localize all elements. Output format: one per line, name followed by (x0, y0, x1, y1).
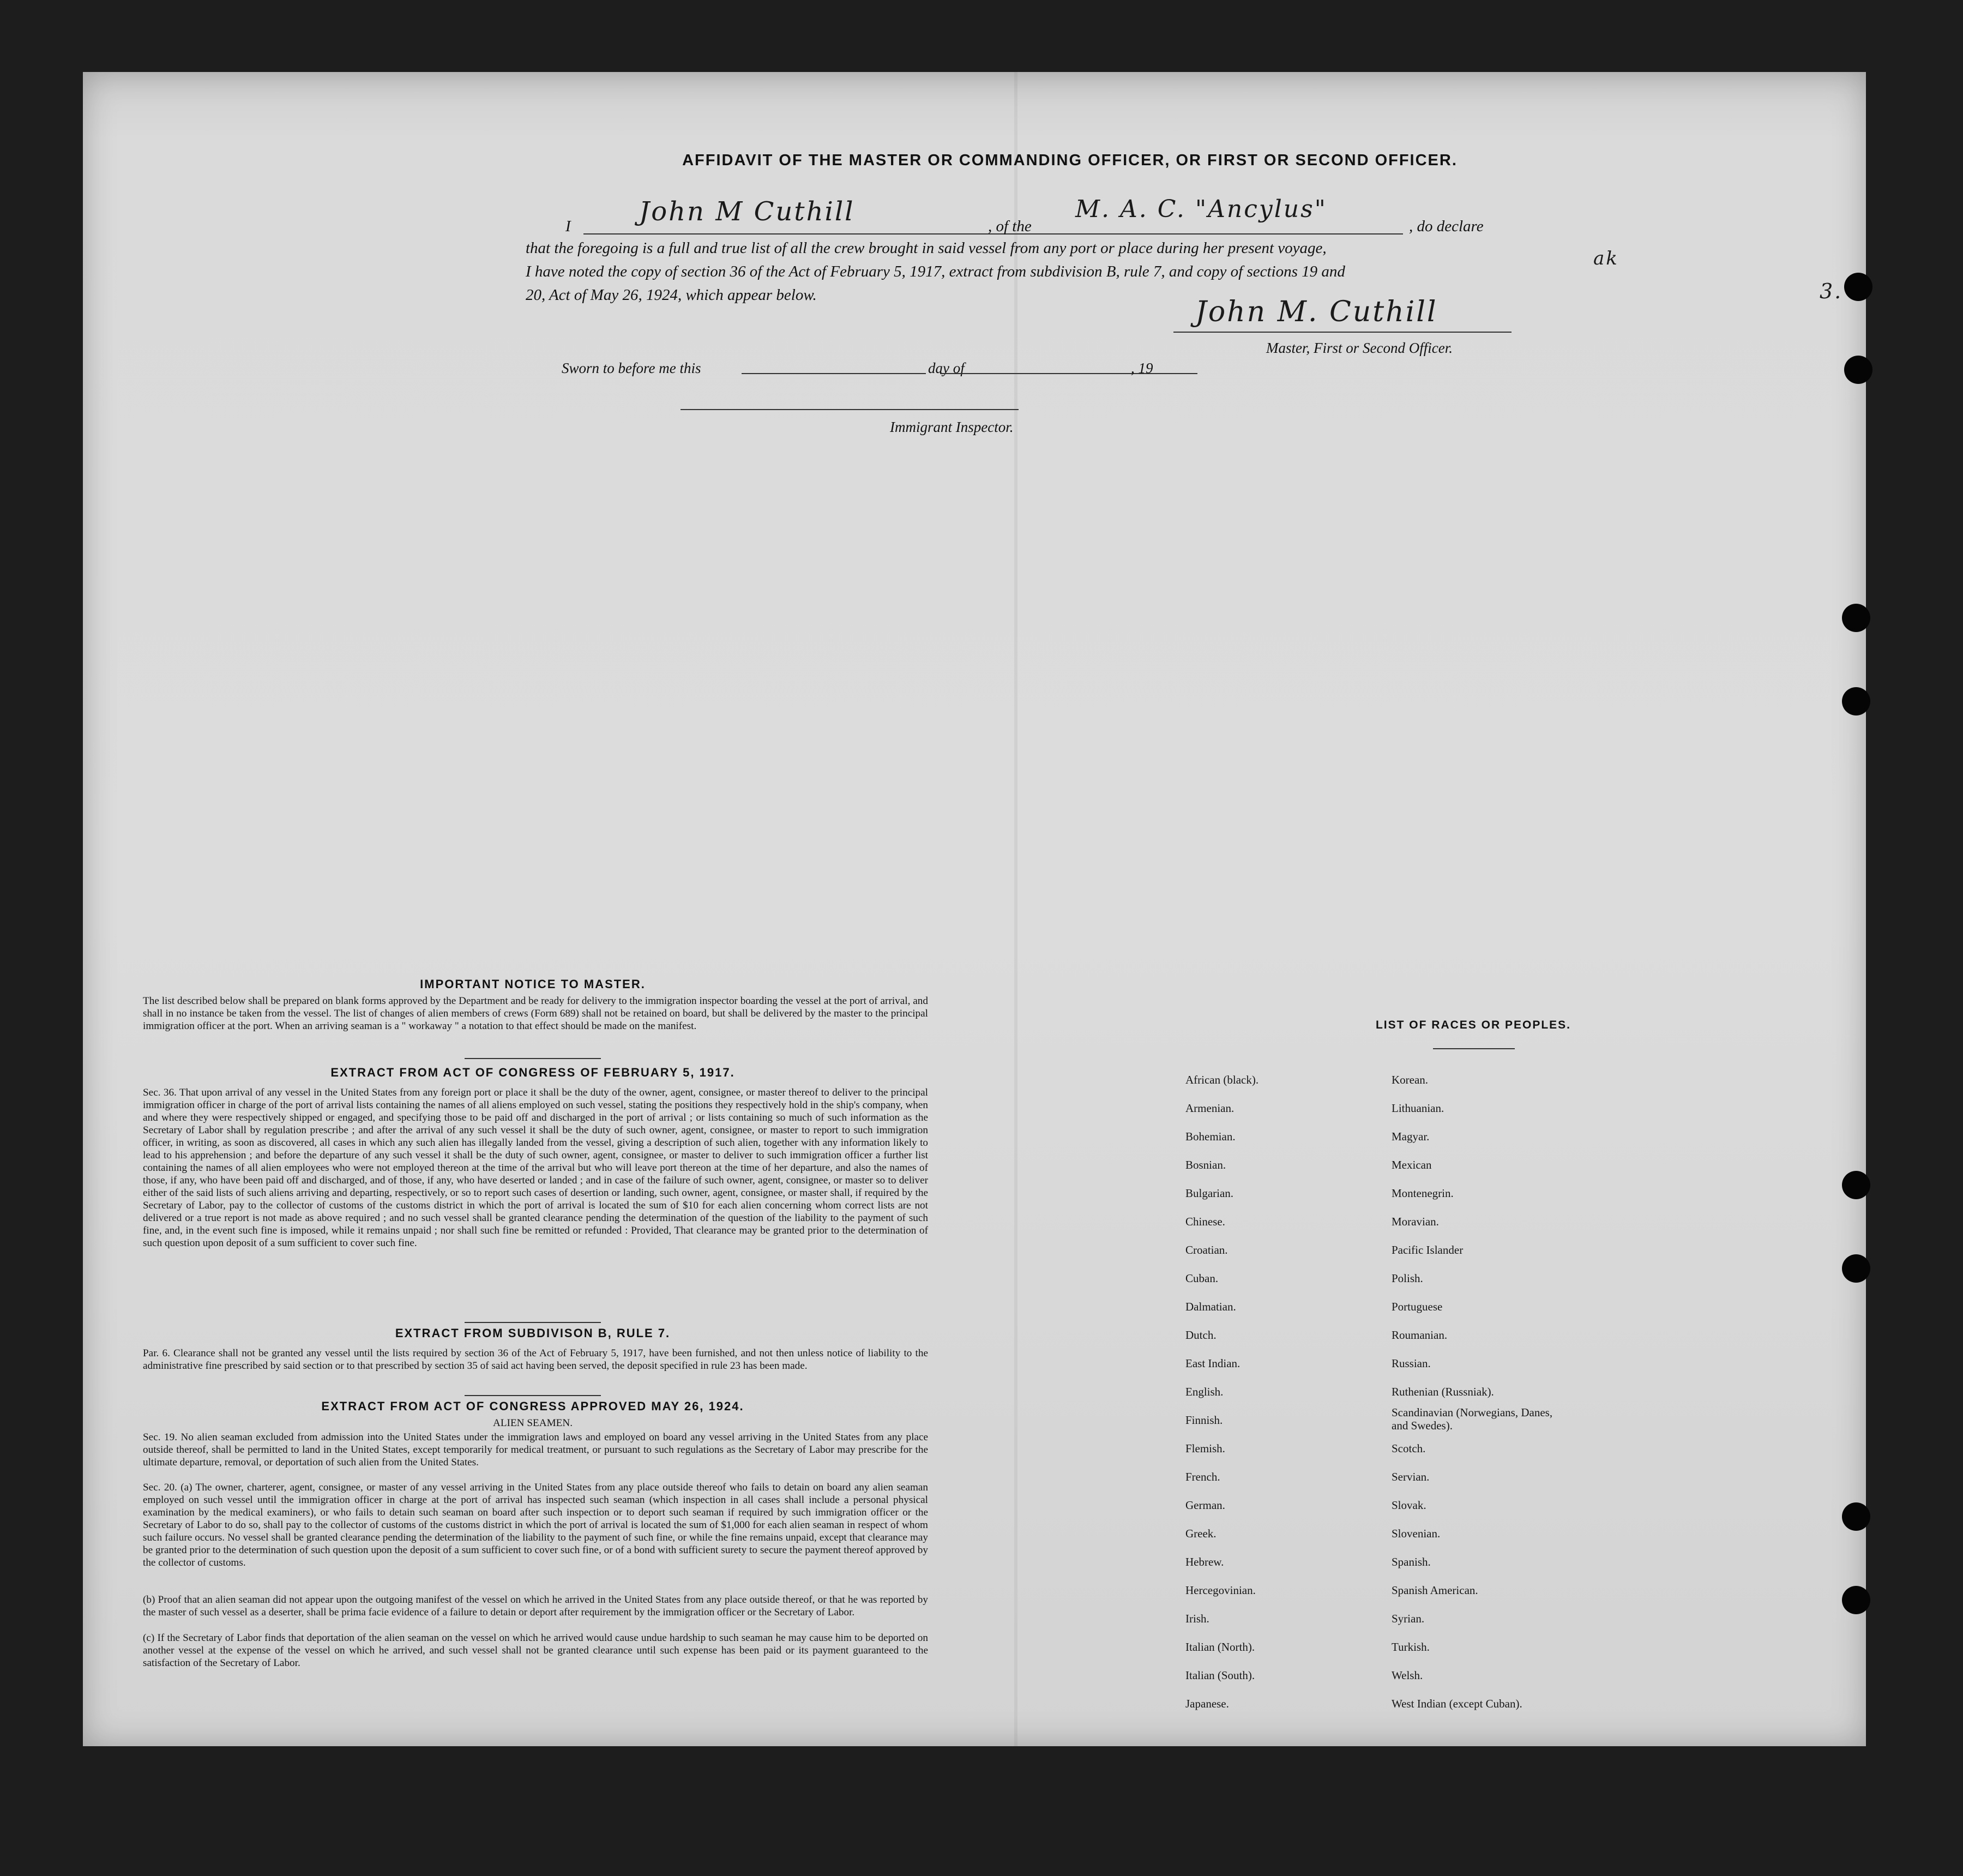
extract-1917-body: Sec. 36. That upon arrival of any vessel in the United States from any foreign port or place it shall be the duty of the owner, agent, consignee, or master thereof to deliver to the principal immigration officer in charge of the port of arrival lists containing the names of all aliens employed on such vessel, stating the positions they respectively hold in the ship's company, when and where they were respectively shipped or engaged, and specifying those to be paid off and discharged in the port of arrival ; or lists containing so much of such information as the Secretary of Labor shall by regulation prescribe ; and after the arrival of any such vessel it shall be the duty of such owner, agent, consignee, or master to report to such immigration officer, in writing, as soon as discovered, all cases in which any such alien has illegally landed from the vessel, giving a description of such alien, together with any information likely to lead to his apprehension ; and before the departure of any such vessel it shall be the duty of such owner, agent, consignee, or master to deliver to such immigration officer a further list containing the names of all alien employees who were not employed thereon at the time of the arrival but who will leave port thereon at the time of her departure, and also the names of those, if any, who have been paid off and discharged, and of those, if any, who have deserted or landed ; and in case of the failure of such owner, agent, consignee, or master so to deliver either of the said lists of such aliens arriving and departing, respectively, or so to report such cases of desertion or landing, such owner, agent, consignee, or master shall, if required by the Secretary of Labor, pay to the collector of customs of the customs district in which the port of arrival is located the sum of $10 for each alien concerning whom correct lists are not delivered or a true report is not made as above required ; and no such vessel shall be granted clearance pending the determination of the question of the liability to the payment of such fine, and, in the event such fine is imposed, while it remains unpaid ; nor shall such fine be remitted or refunded : Provided, That clearance may be granted prior to the determination of such question upon deposit of a sum sufficient to cover such fine. (143, 1087, 928, 1249)
race-item: Lithuanian. (1392, 1102, 1444, 1115)
race-item: Spanish American. (1392, 1584, 1478, 1597)
race-item: Cuban. (1185, 1272, 1219, 1285)
race-item: Russian. (1392, 1357, 1431, 1370)
sworn-year-label: , 19 (1131, 360, 1153, 376)
race-item: Syrian. (1392, 1612, 1425, 1625)
affidavit-title: AFFIDAVIT OF THE MASTER OR COMMANDING OFFICER, OR FIRST OR SECOND OFFICER. (682, 152, 1458, 169)
extract-1917-title: EXTRACT FROM ACT OF CONGRESS OF FEBRUARY 5, 1917. (330, 1066, 735, 1079)
race-item: English. (1185, 1385, 1224, 1398)
race-item: East Indian. (1185, 1357, 1241, 1370)
divider (465, 1322, 601, 1323)
race-item: Polish. (1392, 1272, 1423, 1285)
page-fold (1014, 72, 1017, 1746)
race-item: Roumanian. (1392, 1328, 1448, 1342)
race-item: Flemish. (1185, 1442, 1225, 1455)
affidavit-line-2: that the foregoing is a full and true list of all the crew brought in said vessel from any port or place during her present voyage, (526, 239, 1327, 257)
extract-1924-sec20c: (c) If the Secretary of Labor finds that deportation of the alien seaman on the vessel on which he arrived would cause undue hardship to such seaman he may cause him to be deported on another vessel at the expense of the vessel on which he arrived, and such vessel shall not be granted clearance until such expense has been paid or its payment guaranteed to the satisfaction of the Secretary of Labor. (143, 1632, 928, 1669)
race-item: Dalmatian. (1185, 1300, 1236, 1313)
binder-hole (1844, 273, 1872, 301)
extract-rule7-title: EXTRACT FROM SUBDIVISON B, RULE 7. (395, 1326, 671, 1340)
races-left-column (1185, 1066, 1259, 1718)
race-item: Bulgarian. (1185, 1187, 1234, 1200)
binder-hole (1844, 356, 1872, 384)
race-item: Slovak. (1392, 1499, 1426, 1512)
extract-rule7-body: Par. 6. Clearance shall not be granted any vessel until the lists required by section 36 of the Act of February 5, 1917, have been furnished, and not then unless notice of liability to the administrative fine prescribed by said section or to that prescribed by section 35 of said act having been served, the deposit specified in rule 23 has been made. (143, 1348, 928, 1372)
extract-1924-sec19: Sec. 19. No alien seaman excluded from admission into the United States under the immigration laws and employed on board any vessel arriving in the United States from any place outside thereof, shall be permitted to land in the United States, except temporarily for medical treatment, or pursuant to such regulations as the Secretary of Labor may prescribe for the ultimate departure, removal, or deportation of such alien from the United States. (143, 1432, 928, 1468)
races-title: LIST OF RACES OR PEOPLES. (1375, 1019, 1571, 1031)
binder-hole (1842, 1502, 1870, 1531)
race-item: Scandinavian (Norwegians, Danes, and Swedes). (1392, 1406, 1553, 1432)
race-item: Pacific Islander (1392, 1243, 1464, 1256)
margin-mark: 3. (1820, 279, 1843, 303)
race-item: Croatian. (1185, 1243, 1228, 1256)
sworn-year-line (1163, 373, 1190, 374)
race-item: Bosnian. (1185, 1158, 1226, 1171)
sworn-label: Sworn to before me this (562, 360, 701, 376)
affidavit-line-4: 20, Act of May 26, 1924, which appear below. (526, 286, 817, 304)
sworn-day-line (742, 373, 926, 374)
extract-1924-subtitle: ALIEN SEAMEN. (492, 1417, 573, 1429)
of-the-label: , of the (988, 218, 1032, 235)
margin-mark: ak (1593, 248, 1619, 269)
binder-hole (1842, 604, 1870, 632)
race-item: Ruthenian (Russniak). (1392, 1385, 1494, 1398)
race-item: Chinese. (1185, 1215, 1225, 1228)
race-item: African (black). (1185, 1073, 1259, 1086)
master-name-handwritten: John M Cuthill (639, 196, 855, 227)
race-item: Korean. (1392, 1073, 1429, 1086)
extract-1924-sec20a: Sec. 20. (a) The owner, charterer, agent, consignee, or master of any vessel arriving in the United States from any place outside thereof who fails to detain on board any alien seaman employed on such vessel until the immigration officer in charge at the port of arrival has inspected such seaman (which inspection in all cases shall include a personal physical examination by the medical examiners), or who fails to detain such seaman on board after such inspection or to deport such seaman if required by such immigration officer or the Secretary of Labor to do so, shall pay to the collector of customs of the customs district in which the port of arrival is located the sum of $1,000 for each alien seaman in respect of whom such failure occurs. No vessel shall be granted clearance pending the determination of the liability to the payment of such fine, or while the fine remains unpaid, except that clearance may be granted prior to the determination of such question upon the deposit of a sum sufficient to cover such fine, or of a bond with sufficient surety to secure the payment thereof approved by the collector of customs. (143, 1482, 928, 1568)
race-item: German. (1185, 1499, 1225, 1512)
races-right-column (1392, 1066, 1571, 1718)
race-item: Italian (North). (1185, 1640, 1255, 1653)
extract-1924-sec20b: (b) Proof that an alien seaman did not appear upon the outgoing manifest of the vessel on which he arrived in the United States from any place outside thereof, or that he was reported by the master of such vessel as a deserter, shall be prima facie evidence of a failure to detain or deport after requirement by the immigration officer or the Secretary of Labor. (143, 1594, 928, 1618)
do-declare-label: , do declare (1409, 218, 1484, 235)
binder-hole (1842, 1171, 1870, 1199)
binder-hole (1842, 1254, 1870, 1283)
race-item: Magyar. (1392, 1130, 1430, 1143)
race-item: Greek. (1185, 1527, 1217, 1540)
race-item: Turkish. (1392, 1640, 1430, 1653)
race-item: Welsh. (1392, 1669, 1423, 1682)
vessel-name-handwritten: M. A. C. "Ancylus" (1075, 195, 1327, 223)
notice-title: IMPORTANT NOTICE TO MASTER. (420, 977, 646, 991)
race-item: Finnish. (1185, 1414, 1223, 1427)
master-signature-handwritten: John M. Cuthill (1195, 296, 1438, 328)
race-item: Spanish. (1392, 1555, 1431, 1568)
binder-hole (1842, 687, 1870, 715)
race-item: Bohemian. (1185, 1130, 1236, 1143)
inspector-caption: Immigrant Inspector. (890, 419, 1014, 435)
race-item: Japanese. (1185, 1697, 1229, 1710)
race-item: Irish. (1185, 1612, 1209, 1625)
race-item: Moravian. (1392, 1215, 1439, 1228)
race-item: West Indian (except Cuban). (1392, 1697, 1522, 1710)
affidavit-line-3: I have noted the copy of section 36 of the Act of February 5, 1917, extract from subdivision B, rule 7, and copy of sections 19 and (526, 263, 1345, 280)
signature-line (1173, 332, 1512, 333)
notice-body: The list described below shall be prepared on blank forms approved by the Department and be ready for delivery to the immigration inspector boarding the vessel at the port of arrival, and shall in no instance be taken from the vessel. The list of changes of alien members of crews (Form 689) shall not be retained on board, but shall be delivered by the master to the principal immigration officer at the port. When an arriving seaman is a " workaway " a notation to that effect should be made on the manifest. (143, 995, 928, 1032)
race-item: Armenian. (1185, 1102, 1235, 1115)
race-item: French. (1185, 1470, 1220, 1483)
signature-caption: Master, First or Second Officer. (1266, 340, 1453, 356)
race-item: Scotch. (1392, 1442, 1426, 1455)
sworn-month-line (940, 373, 1197, 374)
divider (1433, 1048, 1515, 1049)
race-item: Hercegovinian. (1185, 1584, 1256, 1597)
race-item: Italian (South). (1185, 1669, 1255, 1682)
race-item: Mexican (1392, 1158, 1432, 1171)
divider (465, 1058, 601, 1059)
race-item: Slovenian. (1392, 1527, 1441, 1540)
vessel-line (1057, 233, 1403, 234)
binder-hole (1842, 1586, 1870, 1614)
race-item: Portuguese (1392, 1300, 1443, 1313)
document-sheet (83, 72, 1866, 1746)
extract-1924-title: EXTRACT FROM ACT OF CONGRESS APPROVED MAY 26, 1924. (321, 1399, 744, 1413)
race-item: Hebrew. (1185, 1555, 1224, 1568)
divider (465, 1395, 601, 1396)
race-item: Montenegrin. (1392, 1187, 1454, 1200)
race-item: Servian. (1392, 1470, 1430, 1483)
inspector-line (681, 409, 1019, 410)
sworn-day-label: day of (928, 360, 965, 376)
i-label: I (565, 218, 571, 235)
race-item: Dutch. (1185, 1328, 1217, 1342)
